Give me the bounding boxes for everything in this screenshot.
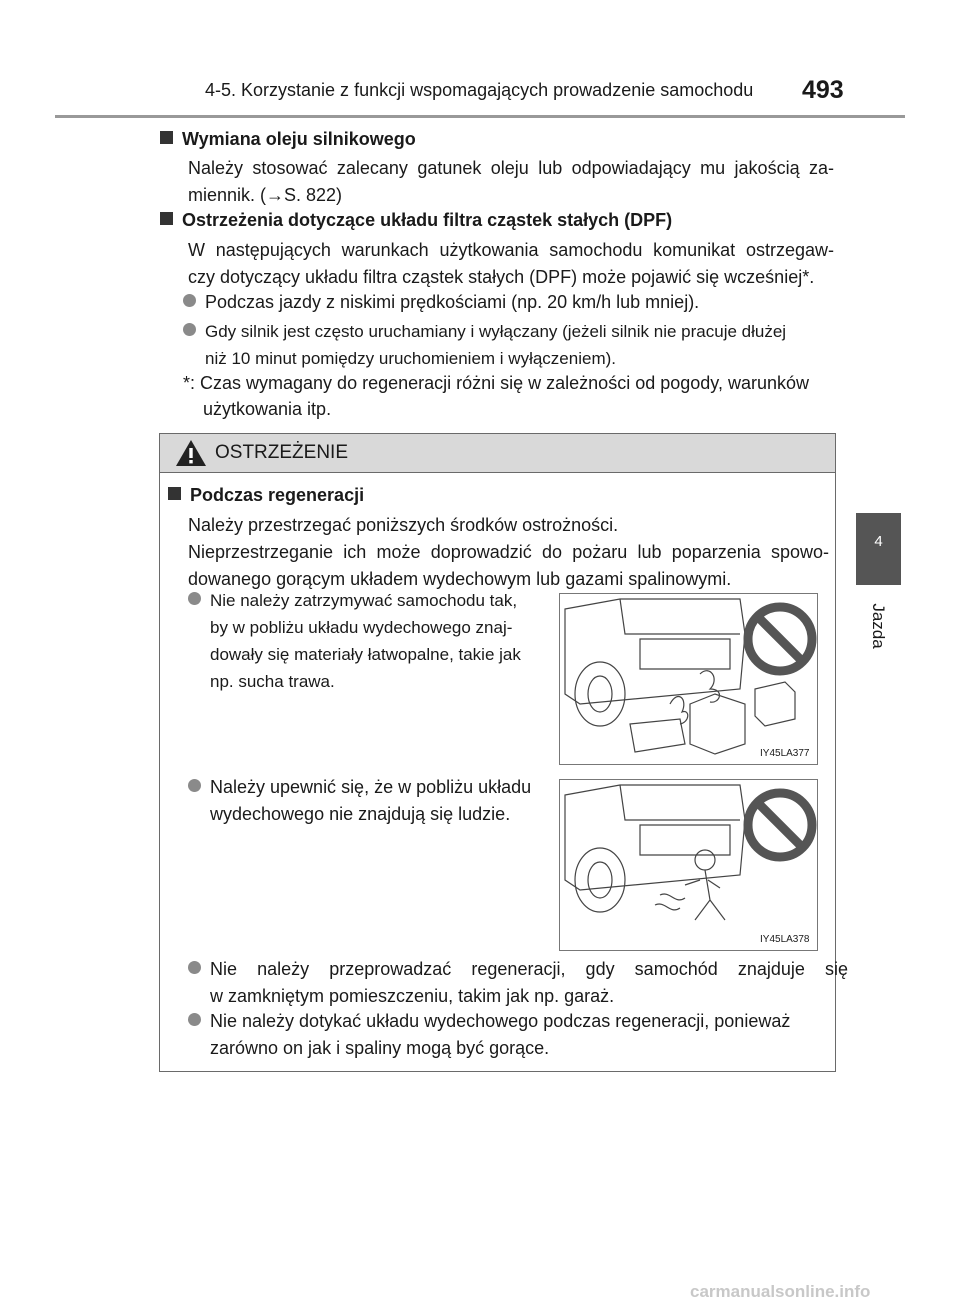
warning-box <box>159 433 848 1072</box>
dpf-bullet-2: Gdy silnik jest często uruchamiany i wyłączany (jeżeli silnik nie pracuje dłużej niż 10 minut pomiędzy uruchomieniem i wyłączeniem). <box>183 318 786 372</box>
section-heading-oil: Wymiana oleju silnikowego <box>160 129 416 150</box>
running-header: 4-5. Korzystanie z funkcji wspomagających prowadzenie samochodu <box>205 80 754 100</box>
round-bullet-icon <box>188 592 201 605</box>
square-bullet-icon <box>168 487 181 500</box>
warning-bullet-1: Nie należy zatrzymywać samochodu tak, by w pobliżu układu wydechowego znaj- dowały się materiały łatwopalne, takie jak np. sucha trawa. <box>188 587 521 695</box>
watermark-text: carmanualsonline.info <box>690 1282 871 1301</box>
oil-text-line2: miennik. (→S. 822) <box>188 185 343 205</box>
oil-text-line1: Należy stosować zalecany gatunek oleju lub odpowiadający mu jakością za- <box>188 158 834 178</box>
image-code-2: IY45LA378 <box>760 934 810 945</box>
car-rear-person-image <box>560 780 817 950</box>
section-heading-dpf: Ostrzeżenia dotyczące układu filtra cząstek stałych (DPF) <box>160 210 672 231</box>
illustration-flammables <box>559 593 818 765</box>
round-bullet-icon <box>188 961 201 974</box>
round-bullet-icon <box>183 294 196 307</box>
chapter-tab: 4 <box>856 513 901 585</box>
chapter-label: Jazda <box>869 603 888 649</box>
image-code-1: IY45LA377 <box>760 748 810 759</box>
dpf-text-line1: W następujących warunkach użytkowania samochodu komunikat ostrzegaw- <box>188 240 834 260</box>
warning-line3: dowanego gorącym układem wydechowym lub gazami spalinowymi. <box>188 569 732 589</box>
warning-title: OSTRZEŻENIE <box>215 442 349 463</box>
header-rule <box>55 115 905 118</box>
car-rear-flammables-image <box>560 594 817 764</box>
warning-line1: Należy przestrzegać poniższych środków ostrożności. <box>188 515 619 535</box>
round-bullet-icon <box>183 323 196 336</box>
warning-bullet-2: Należy upewnić się, że w pobliżu układu wydechowego nie znajdują się ludzie. <box>188 774 531 828</box>
square-bullet-icon <box>160 131 173 144</box>
prohibition-icon <box>748 793 812 857</box>
round-bullet-icon <box>188 1013 201 1026</box>
dpf-text-line2: czy dotyczący układu filtra cząstek stałych (DPF) może pojawić się wcześniej*. <box>188 267 815 287</box>
page-number: 493 <box>802 76 844 104</box>
prohibition-icon <box>748 607 812 671</box>
illustration-person <box>559 779 818 951</box>
footnote-line2: użytkowania itp. <box>203 399 332 419</box>
footnote-line1: *: Czas wymagany do regeneracji różni się w zależności od pogody, warunków <box>183 373 809 393</box>
warning-line2: Nieprzestrzeganie ich może doprowadzić do pożaru lub poparzenia spowo- <box>188 542 829 562</box>
warning-header <box>160 434 835 473</box>
warning-triangle-icon <box>175 439 207 467</box>
dpf-bullet-1: Podczas jazdy z niskimi prędkościami (np. 20 km/h lub mniej). <box>183 289 699 316</box>
warning-bullet-4: Nie należy dotykać układu wydechowego podczas regeneracji, ponieważ zarówno on jak i spaliny mogą być gorące. <box>188 1008 790 1062</box>
warning-bullet-3: Nie należy przeprowadzać regeneracji, gdy samochód znajduje się w zamkniętym pomieszczeniu, takim jak np. garaż. <box>188 956 848 1010</box>
square-bullet-icon <box>160 212 173 225</box>
warning-heading: Podczas regeneracji <box>168 485 364 506</box>
round-bullet-icon <box>188 779 201 792</box>
